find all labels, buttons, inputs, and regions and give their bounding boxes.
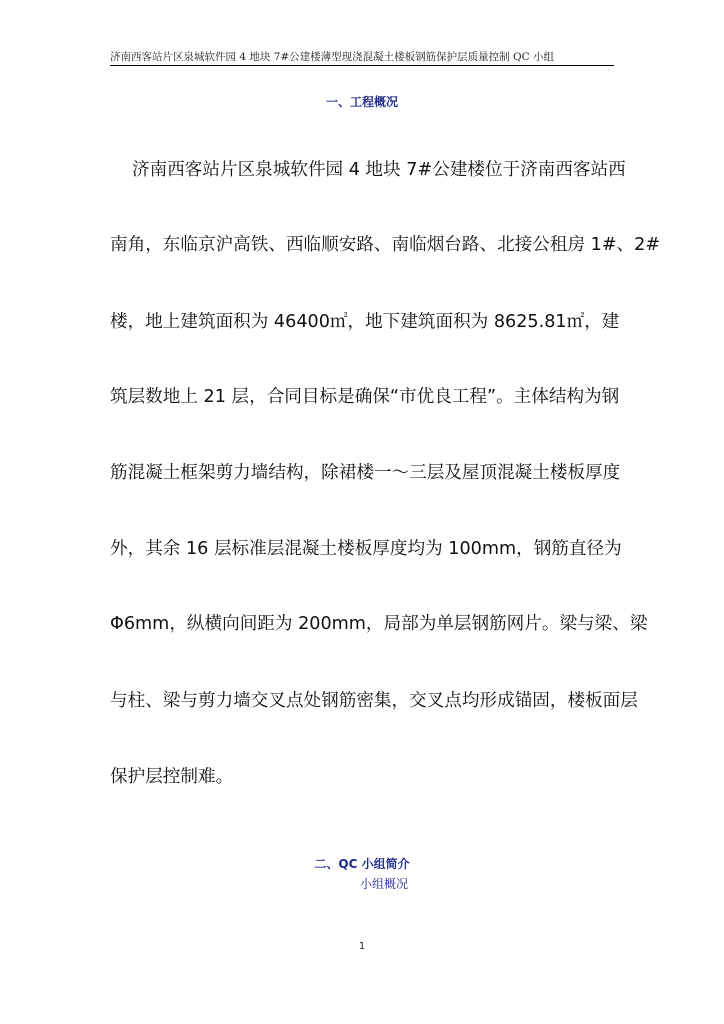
body-line-8: 与柱、梁与剪力墙交叉点处钢筋密集，交叉点均形成锚固，楼板面层: [110, 691, 638, 711]
body-line-2: 南角，东临京沪高铁、西临顺安路、南临烟台路、北接公租房 1#、2#: [110, 235, 661, 255]
running-header: 济南西客站片区泉城软件园 4 地块 7#公建楼薄型现浇混凝土楼板钢筋保护层质量控制 QC 小组: [110, 51, 554, 63]
subheading-team-overview: 小组概况: [360, 877, 409, 891]
section-heading-qc-team: 二、QC 小组简介: [314, 857, 410, 871]
body-line-3: 楼，地上建筑面积为 46400㎡，地下建筑面积为 8625.81㎡，建: [110, 312, 620, 332]
header-rule: [110, 65, 614, 66]
body-line-9: 保护层控制难。: [110, 767, 234, 787]
page-number: 1: [358, 941, 366, 952]
section-heading-project-overview: 一、工程概况: [325, 95, 398, 109]
body-line-4: 筑层数地上 21 层，合同目标是确保“市优良工程”。主体结构为钢: [110, 387, 620, 407]
body-line-7: Φ6mm，纵横向间距为 200mm，局部为单层钢筋网片。梁与梁、梁: [110, 614, 648, 634]
body-line-5: 筋混凝土框架剪力墙结构，除裙楼一～三层及屋顶混凝土楼板厚度: [110, 463, 621, 483]
body-line-1: 济南西客站片区泉城软件园 4 地块 7#公建楼位于济南西客站西: [132, 160, 626, 180]
body-line-6: 外，其余 16 层标准层混凝土楼板厚度均为 100mm，钢筋直径为: [110, 539, 622, 559]
